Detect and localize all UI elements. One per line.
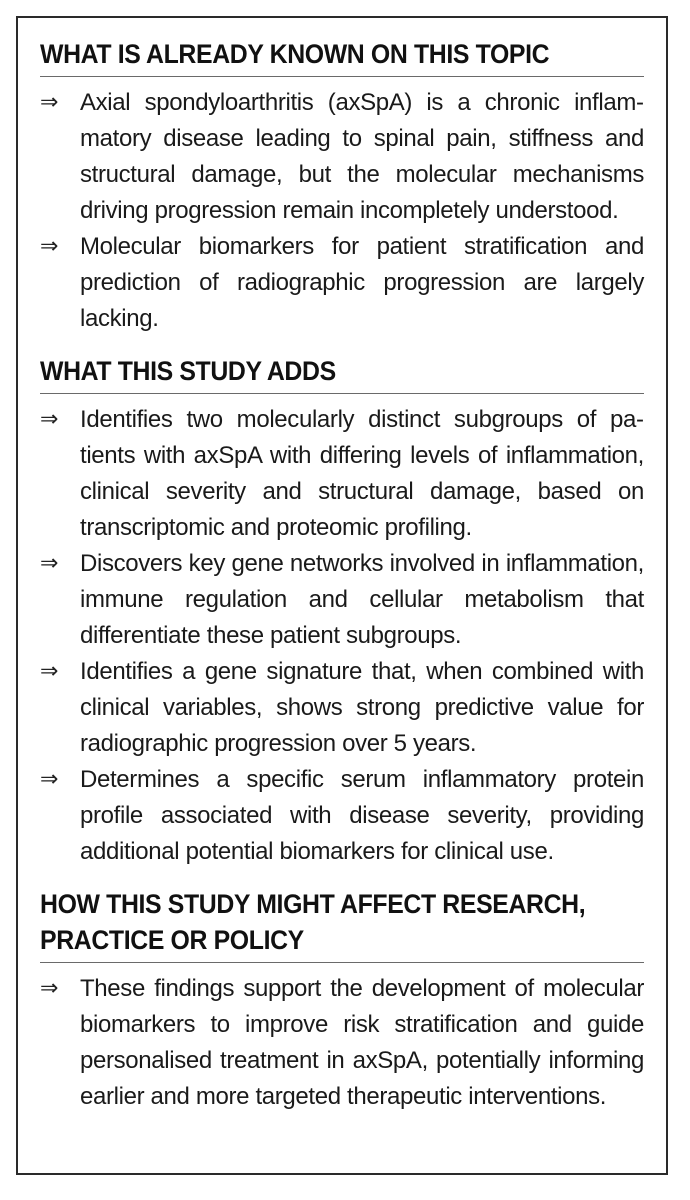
list-item [40,971,644,1115]
double-arrow-icon: ⇒ [40,90,59,115]
double-arrow-icon: ⇒ [40,407,59,432]
double-arrow-icon: ⇒ [40,767,59,792]
double-arrow-icon: ⇒ [40,659,59,684]
list-item [40,654,644,762]
list-item-text: Determines a specific serum inflammatory protein profile associated with disease severity, providing additional potential biomarkers for clinical use. [80,766,644,865]
section-heading [40,36,596,72]
section-heading-line: PRACTICE OR POLICY [40,925,304,955]
section-affect-research [40,886,644,1115]
list-item-text: Identifies a gene signature that, when combined with clinical variables, shows strong predictive value for radiographic progression over 5 years. [80,658,644,757]
key-messages-box [16,16,668,1175]
bullet-list [40,971,644,1115]
section-heading [40,353,596,389]
section-heading-line: WHAT IS ALREADY KNOWN ON THIS TOPIC [40,39,550,69]
list-item [40,402,644,546]
section-heading-line: HOW THIS STUDY MIGHT AFFECT RESEARCH, [40,889,586,919]
list-item-text: These findings support the development of molecular biomarkers to improve risk stratification and guide personalised treatment in axSpA, potentially informing earlier and more targeted therapeutic interventions. [80,975,644,1110]
list-item [40,546,644,654]
section-study-adds [40,353,644,870]
section-divider [40,393,644,394]
double-arrow-icon: ⇒ [40,234,59,259]
list-item-text: Identifies two molecularly distinct subgroups of patients with axSpA with differing levels of inflammation, clinical severity and structural damage, based on transcriptomic and proteomic profiling. [80,406,644,541]
list-item-text: Discovers key gene networks involved in inflammation, immune regulation and cellular metabolism that differentiate these patient subgroups. [80,550,644,649]
list-item-text: Axial spondyloarthritis (axSpA) is a chronic inflammatory disease leading to spinal pain, stiffness and structural damage, but the molecular mechanisms driving progression remain incompletely understood. [80,89,644,224]
list-item [40,85,644,229]
section-divider [40,76,644,77]
list-item [40,229,644,337]
section-already-known [40,36,644,337]
bullet-list [40,85,644,337]
double-arrow-icon: ⇒ [40,976,59,1001]
double-arrow-icon: ⇒ [40,551,59,576]
section-heading-line: WHAT THIS STUDY ADDS [40,356,336,386]
list-item-text: Molecular biomarkers for patient stratification and prediction of radiographic progression are largely lacking. [80,233,644,332]
bullet-list [40,402,644,870]
section-divider [40,962,644,963]
list-item [40,762,644,870]
section-heading [40,886,596,958]
